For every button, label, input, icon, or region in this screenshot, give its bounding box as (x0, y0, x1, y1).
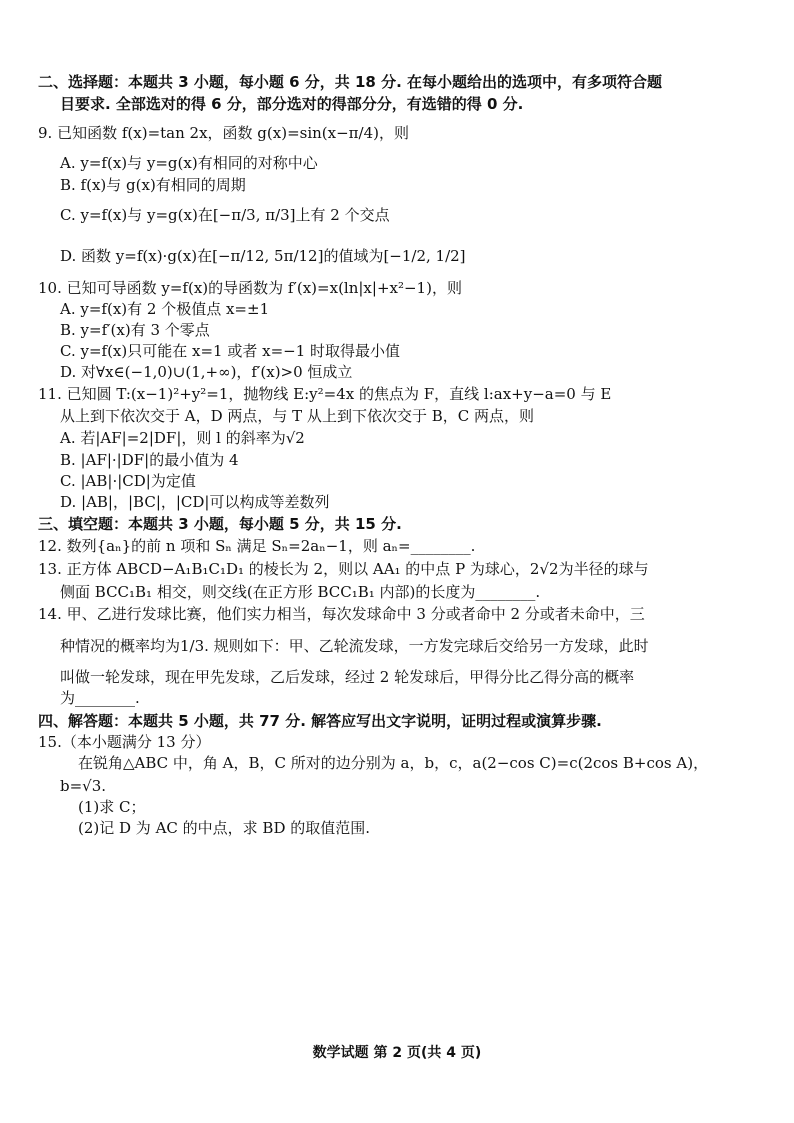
q14-line4: 为________. (60, 689, 140, 707)
section2-heading-line2: 目要求. 全部选对的得 6 分，部分选对的得部分分，有选错的得 0 分. (60, 95, 524, 113)
q12-text: 12. 数列{aₙ}的前 n 项和 Sₙ 满足 Sₙ=2aₙ−1，则 aₙ=________. (38, 537, 476, 555)
q9-option-d: D. 函数 y=f(x)·g(x)在[−π/12, 5π/12]的值域为[−1/2, 1/2] (60, 247, 466, 265)
q13-line1: 13. 正方体 ABCD−A₁B₁C₁D₁ 的棱长为 2，则以 AA₁ 的中点 P 为球心，2√2为半径的球与 (38, 560, 649, 578)
q11-option-c: C. |AB|·|CD|为定值 (60, 472, 196, 490)
q14-line2: 种情况的概率均为1/3. 规则如下：甲、乙轮流发球，一方发完球后交给另一方发球，此时 (60, 637, 649, 655)
q11-stem-line1: 11. 已知圆 T:(x−1)²+y²=1，抛物线 E:y²=4x 的焦点为 F，直线 l:ax+y−a=0 与 E (38, 385, 612, 403)
q11-stem-line2: 从上到下依次交于 A，D 两点，与 T 从上到下依次交于 B，C 两点，则 (60, 407, 534, 425)
q10-option-d: D. 对∀x∈(−1,0)∪(1,+∞)，f′(x)>0 恒成立 (60, 363, 353, 381)
q10-option-c: C. y=f(x)只可能在 x=1 或者 x=−1 时取得最小值 (60, 342, 401, 360)
q14-line3: 叫做一轮发球，现在甲先发球，乙后发球，经过 2 轮发球后，甲得分比乙得分高的概率 (60, 668, 635, 686)
q9-option-c: C. y=f(x)与 y=g(x)在[−π/3, π/3]上有 2 个交点 (60, 206, 390, 224)
q10-option-a: A. y=f(x)有 2 个极值点 x=±1 (60, 300, 270, 318)
q11-option-d: D. |AB|，|BC|，|CD|可以构成等差数列 (60, 493, 330, 511)
q9-stem: 9. 已知函数 f(x)=tan 2x，函数 g(x)=sin(x−π/4)，则 (38, 124, 409, 142)
q9-option-a: A. y=f(x)与 y=g(x)有相同的对称中心 (60, 154, 318, 172)
q15-part1: (1)求 C； (78, 798, 146, 816)
q11-option-b: B. |AF|·|DF|的最小值为 4 (60, 451, 239, 469)
q10-option-b: B. y=f′(x)有 3 个零点 (60, 321, 210, 339)
q15-body-line2: b=√3. (60, 777, 107, 795)
page-footer: 数学试题 第 2 页(共 4 页) (312, 1045, 482, 1061)
q14-line1: 14. 甲、乙进行发球比赛，他们实力相当，每次发球命中 3 分或者命中 2 分或者未命中，三 (38, 605, 645, 623)
q10-stem: 10. 已知可导函数 y=f(x)的导函数为 f′(x)=x(ln|x|+x²−1)，则 (38, 279, 462, 297)
q11-option-a: A. 若|AF|=2|DF|，则 l 的斜率为√2 (60, 429, 305, 447)
q15-title: 15.（本小题满分 13 分） (38, 733, 211, 751)
section3-heading: 三、填空题：本题共 3 小题，每小题 5 分，共 15 分. (38, 515, 402, 533)
section2-heading-line1: 二、选择题：本题共 3 小题，每小题 6 分，共 18 分. 在每小题给出的选项中，有多项符合题 (38, 73, 663, 91)
q15-body-line1: 在锐角△ABC 中，角 A，B，C 所对的边分别为 a，b，c，a(2−cos C)=c(2cos B+cos A)， (78, 754, 709, 772)
q9-option-b: B. f(x)与 g(x)有相同的周期 (60, 176, 246, 194)
section4-heading: 四、解答题：本题共 5 小题，共 77 分. 解答应写出文字说明，证明过程或演算步骤. (38, 712, 602, 730)
q13-line2: 侧面 BCC₁B₁ 相交，则交线(在正方形 BCC₁B₁ 内部)的长度为________. (60, 583, 541, 601)
q15-part2: (2)记 D 为 AC 的中点，求 BD 的取值范围. (78, 819, 371, 837)
